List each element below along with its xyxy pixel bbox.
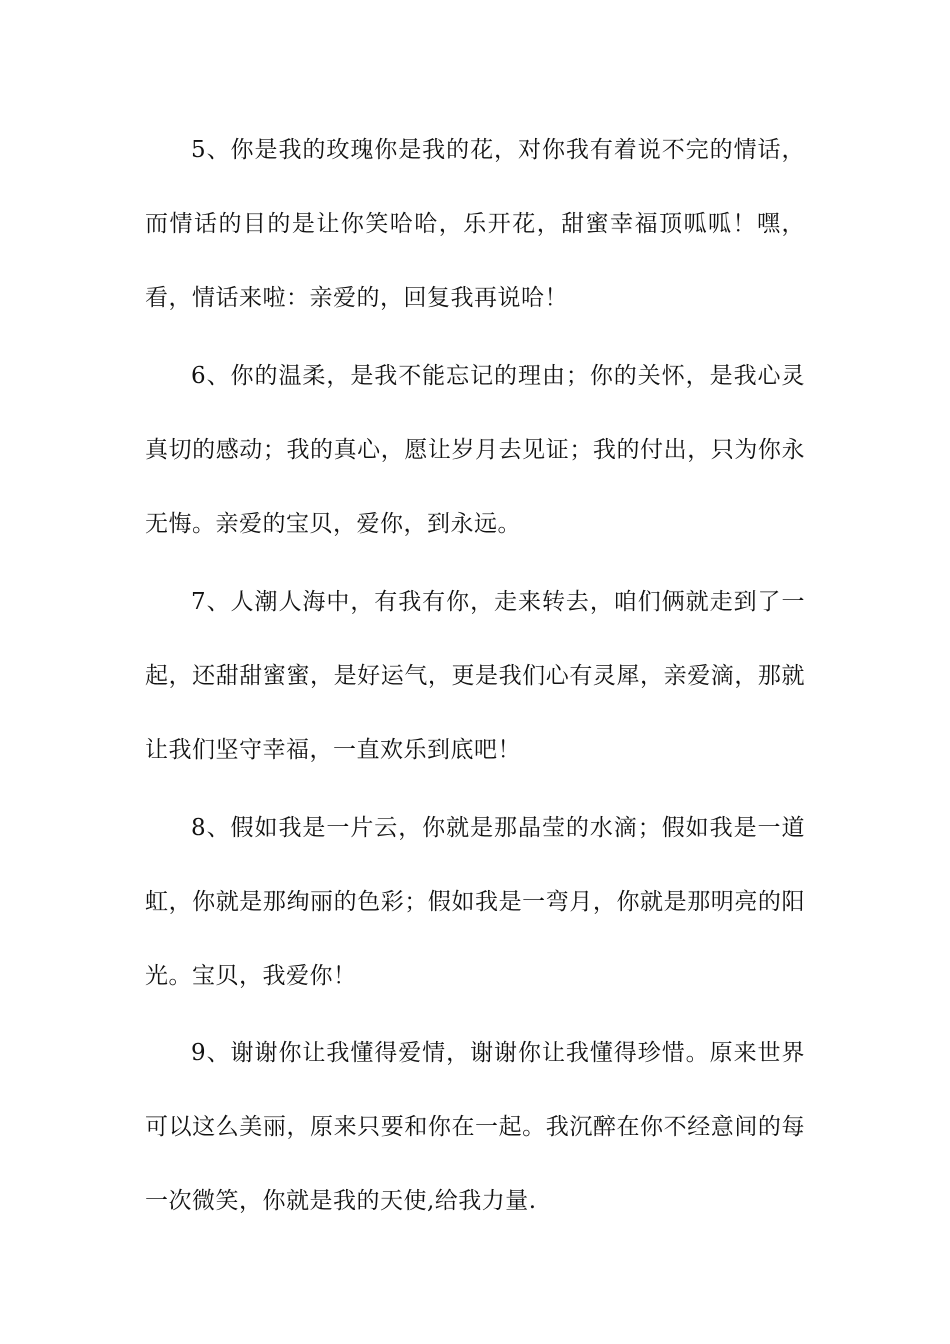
paragraph-item-5: 5、你是我的玫瑰你是我的花，对你我有着说不完的情话，而情话的目的是让你笑哈哈，乐开花，甜蜜幸福顶呱呱！嘿，看，情话来啦：亲爱的，回复我再说哈！ bbox=[145, 137, 805, 311]
paragraph-item-6: 6、你的温柔，是我不能忘记的理由；你的关怀，是我心灵真切的感动；我的真心，愿让岁月去见证；我的付出，只为你永无悔。亲爱的宝贝，爱你，到永远。 bbox=[145, 363, 805, 537]
paragraph-item-9: 9、谢谢你让我懂得爱情，谢谢你让我懂得珍惜。原来世界可以这么美丽，原来只要和你在一起。我沉醉在你不经意间的每一次微笑，你就是我的天使,给我力量. bbox=[145, 1040, 805, 1214]
paragraph-item-8: 8、假如我是一片云，你就是那晶莹的水滴；假如我是一道虹，你就是那绚丽的色彩；假如我是一弯月，你就是那明亮的阳光。宝贝，我爱你！ bbox=[145, 815, 805, 989]
paragraph-item-7: 7、人潮人海中，有我有你，走来转去，咱们俩就走到了一起，还甜甜蜜蜜，是好运气，更是我们心有灵犀，亲爱滴，那就让我们坚守幸福，一直欢乐到底吧！ bbox=[145, 589, 805, 763]
